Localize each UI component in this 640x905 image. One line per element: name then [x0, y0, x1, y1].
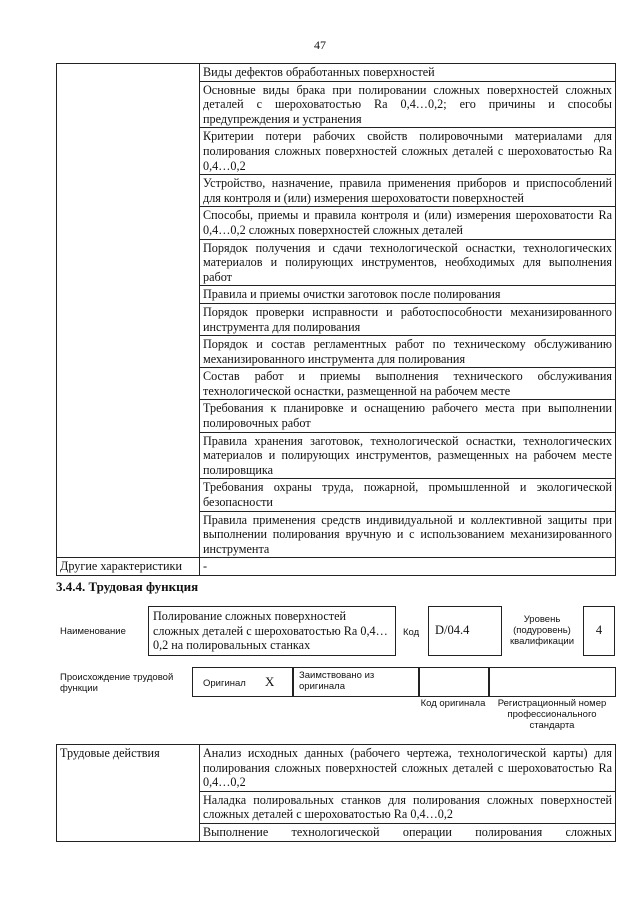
knowledge-item: Требования к планировке и оснащению рабочего места при выполнении полировочных работ	[200, 400, 616, 432]
borrowed-box	[292, 667, 420, 697]
function-name: Полирование сложных поверхностей сложных деталей с шероховатостью Ra 0,4…0,2 на полировальных станках	[153, 609, 388, 653]
actions-table	[56, 744, 616, 842]
actions-label: Трудовые действия	[57, 745, 200, 842]
table-row	[57, 558, 616, 576]
knowledge-item: Виды дефектов обработанных поверхностей	[200, 64, 616, 82]
borrowed-label: Заимствовано из оригинала	[299, 670, 375, 692]
level-value: 4	[595, 623, 603, 637]
code-original-label: Код оригинала	[420, 698, 486, 709]
code-value: D/04.4	[435, 623, 470, 637]
page-number: 47	[314, 38, 326, 52]
knowledge-item: Состав работ и приемы выполнения технического обслуживания технологической оснастки, размещенной на рабочем месте	[200, 368, 616, 400]
code-label: Код	[403, 627, 420, 638]
code-box	[428, 606, 502, 656]
table-row	[57, 745, 616, 792]
other-characteristics-value: -	[200, 558, 616, 576]
knowledge-item: Правила и приемы очистки заготовок после полирования	[200, 286, 616, 304]
knowledge-item: Требования охраны труда, пожарной, промышленной и экологической безопасности	[200, 479, 616, 511]
level-box	[583, 606, 615, 656]
knowledge-item: Порядок проверки исправности и работоспособности механизированного инструмента для полирования	[200, 303, 616, 335]
reg-number-label: Регистрационный номер профессионального стандарта	[497, 698, 607, 731]
table-row	[57, 64, 616, 82]
original-mark: X	[265, 674, 275, 689]
knowledge-item: Способы, приемы и правила контроля и (или) измерения шероховатости Ra 0,4…0,2 сложных поверхностей сложных деталей	[200, 207, 616, 239]
origin-label: Происхождение трудовой функции	[60, 672, 174, 694]
name-label: Наименование	[60, 626, 126, 637]
section-title: 3.4.4. Трудовая функция	[56, 579, 199, 594]
knowledge-item: Порядок получения и сдачи технологической оснастки, технологических материалов и полирующих инструментов, необходимых для выполнения работ	[200, 239, 616, 286]
knowledge-item: Устройство, назначение, правила применения приборов и приспособлений для контроля и (или) измерения шероховатости поверхностей	[200, 175, 616, 207]
original-box	[192, 667, 294, 697]
reg-number-box	[488, 667, 616, 697]
other-characteristics-label: Другие характеристики	[57, 558, 200, 576]
knowledge-table	[56, 63, 616, 576]
knowledge-item: Правила хранения заготовок, технологической оснастки, технологических материалов и полирующих инструментов, размещенных на рабочем месте полировщика	[200, 432, 616, 479]
knowledge-item: Критерии потери рабочих свойств полировочными материалами для полирования сложных поверхностей сложных деталей с шероховатостью Ra 0,4…0,2	[200, 128, 616, 175]
action-item: Анализ исходных данных (рабочего чертежа, технологической карты) для полирования сложных поверхностей сложных деталей с шероховатостью Ra 0,4…0,2	[200, 745, 616, 792]
action-item: Выполнение технологической операции полирования сложных	[200, 823, 616, 841]
level-label: Уровень (подуровень) квалификации	[509, 614, 575, 647]
original-label: Оригинал	[203, 678, 246, 689]
action-item: Наладка полировальных станков для полирования сложных поверхностей сложных деталей с шероховатостью Ra 0,4…0,2	[200, 791, 616, 823]
knowledge-item: Правила применения средств индивидуальной и коллективной защиты при выполнении полирования вручную и с использованием механизированного инструмента	[200, 511, 616, 558]
code-original-box	[418, 667, 490, 697]
knowledge-label-cell	[57, 64, 200, 558]
knowledge-item: Основные виды брака при полировании сложных поверхностей сложных деталей с шероховатостью Ra 0,4…0,2; его причины и способы предупреждения и устранения	[200, 81, 616, 128]
knowledge-item: Порядок и состав регламентных работ по техническому обслуживанию механизированного инструмента для полирования	[200, 336, 616, 368]
name-box	[148, 606, 396, 656]
